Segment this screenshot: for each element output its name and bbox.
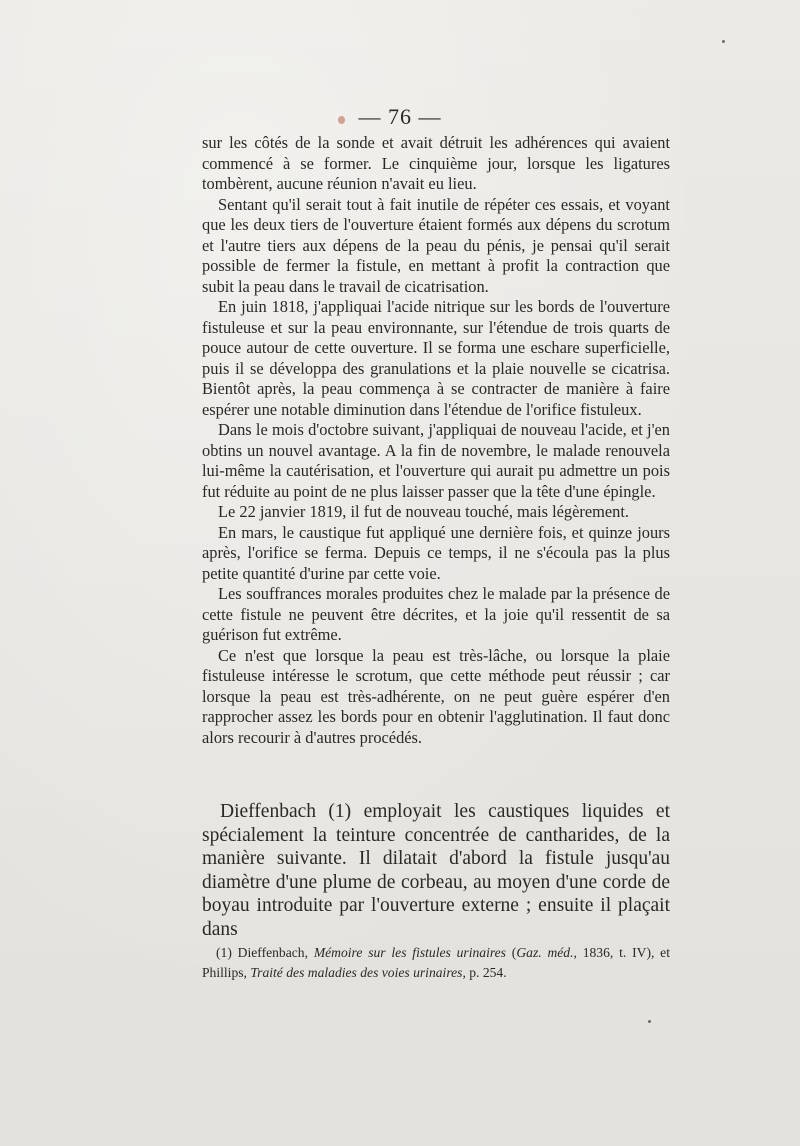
footnote-after-journal: , 1836, t. IV), et Phillips, (202, 945, 670, 980)
paragraph-6: En mars, le caustique fut appliqué une dernière fois, et quinze jours après, l'orifice se ferma. Depuis ce temps, il ne s'écoula pas la plus petite quantité d'urine par cette voie. (202, 522, 670, 583)
large-text-block (202, 800, 670, 942)
footnote-journal: Gaz. méd. (516, 945, 574, 960)
footnote (202, 943, 670, 982)
paragraph-4: Dans le mois d'octobre suivant, j'appliquai de nouveau l'acide, et j'en obtins un nouvel avantage. A la fin de novembre, le malade renouvela lui-même la cautérisation, et l'ouverture qui aurait pu admettre un pois fut réduite au point de ne plus laisser passer que la tête d'une épingle. (202, 420, 670, 501)
page-number: — 76 — (358, 104, 442, 129)
paragraph-1: sur les côtés de la sonde et avait détruit les adhérences qui avaient commencé à se former. Le cinquième jour, lorsque les ligatures tombèrent, aucune réunion n'avait eu lieu. (202, 133, 670, 193)
speck (722, 40, 725, 43)
paragraph-5: Le 22 janvier 1819, il fut de nouveau touché, mais légèrement. (218, 502, 629, 521)
footnote-marker: (1) Dieffenbach, (216, 945, 314, 960)
paragraph-8: Ce n'est que lorsque la peau est très-lâche, ou lorsque la plaie fistuleuse intéresse le scrotum, que cette méthode peut réussir ; car lorsque la peau est très-adhérente, on ne peut guère espérer d'en rapprocher assez les bords pour en obtenir l'agglutination. Il faut donc alors recourir à d'autres procédés. (202, 645, 670, 747)
paragraph-2: Sentant qu'il serait tout à fait inutile de répéter ces essais, et voyant que les deux tiers de l'ouverture étaient formés aux dépens du scrotum et l'autre tiers aux dépens de la peau du pénis, je pensai qu'il serait possible de fermer la fistule, en mettant à profit la contraction que subit la peau dans le travail de cicatrisation. (202, 194, 670, 296)
footnote-title-1: Mémoire sur les fistules urinaires (313, 945, 506, 960)
footnote-title-2: Traité des maladies des voies urinaires (250, 964, 463, 980)
footnote-end: , p. 254. (462, 964, 507, 980)
footnote-paren: ( (505, 945, 517, 960)
paragraph-3: En juin 1818, j'appliquai l'acide nitrique sur les bords de l'ouverture fistuleuse et sur la peau environnante, sur l'étendue de trois quarts de pouce autour de cette ouverture. Il se forma une eschare superficielle, puis il se développa des granulations et la plaie nouvelle se cicatrisa. Bientôt après, la peau commença à se contracter de manière à faire espérer une notable diminution dans l'étendue de l'orifice fistuleux. (202, 297, 670, 419)
paragraph-dieffenbach: Dieffenbach (1) employait les caustiques liquides et spécialement la teinture concentrée de cantharides, de la manière suivante. Il dilatait d'abord la fistule jusqu'au diamètre d'une plume de corbeau, au moyen d'une corde de boyau introduite par l'ouverture externe ; ensuite il plaçait dans (202, 801, 670, 940)
speck (648, 1020, 651, 1023)
main-text-block (202, 133, 670, 748)
paragraph-7: Les souffrances morales produites chez le malade par la présence de cette fistule ne peuvent être décrites, et la joie qu'il ressentit de sa guérison fut extrême. (202, 584, 670, 644)
